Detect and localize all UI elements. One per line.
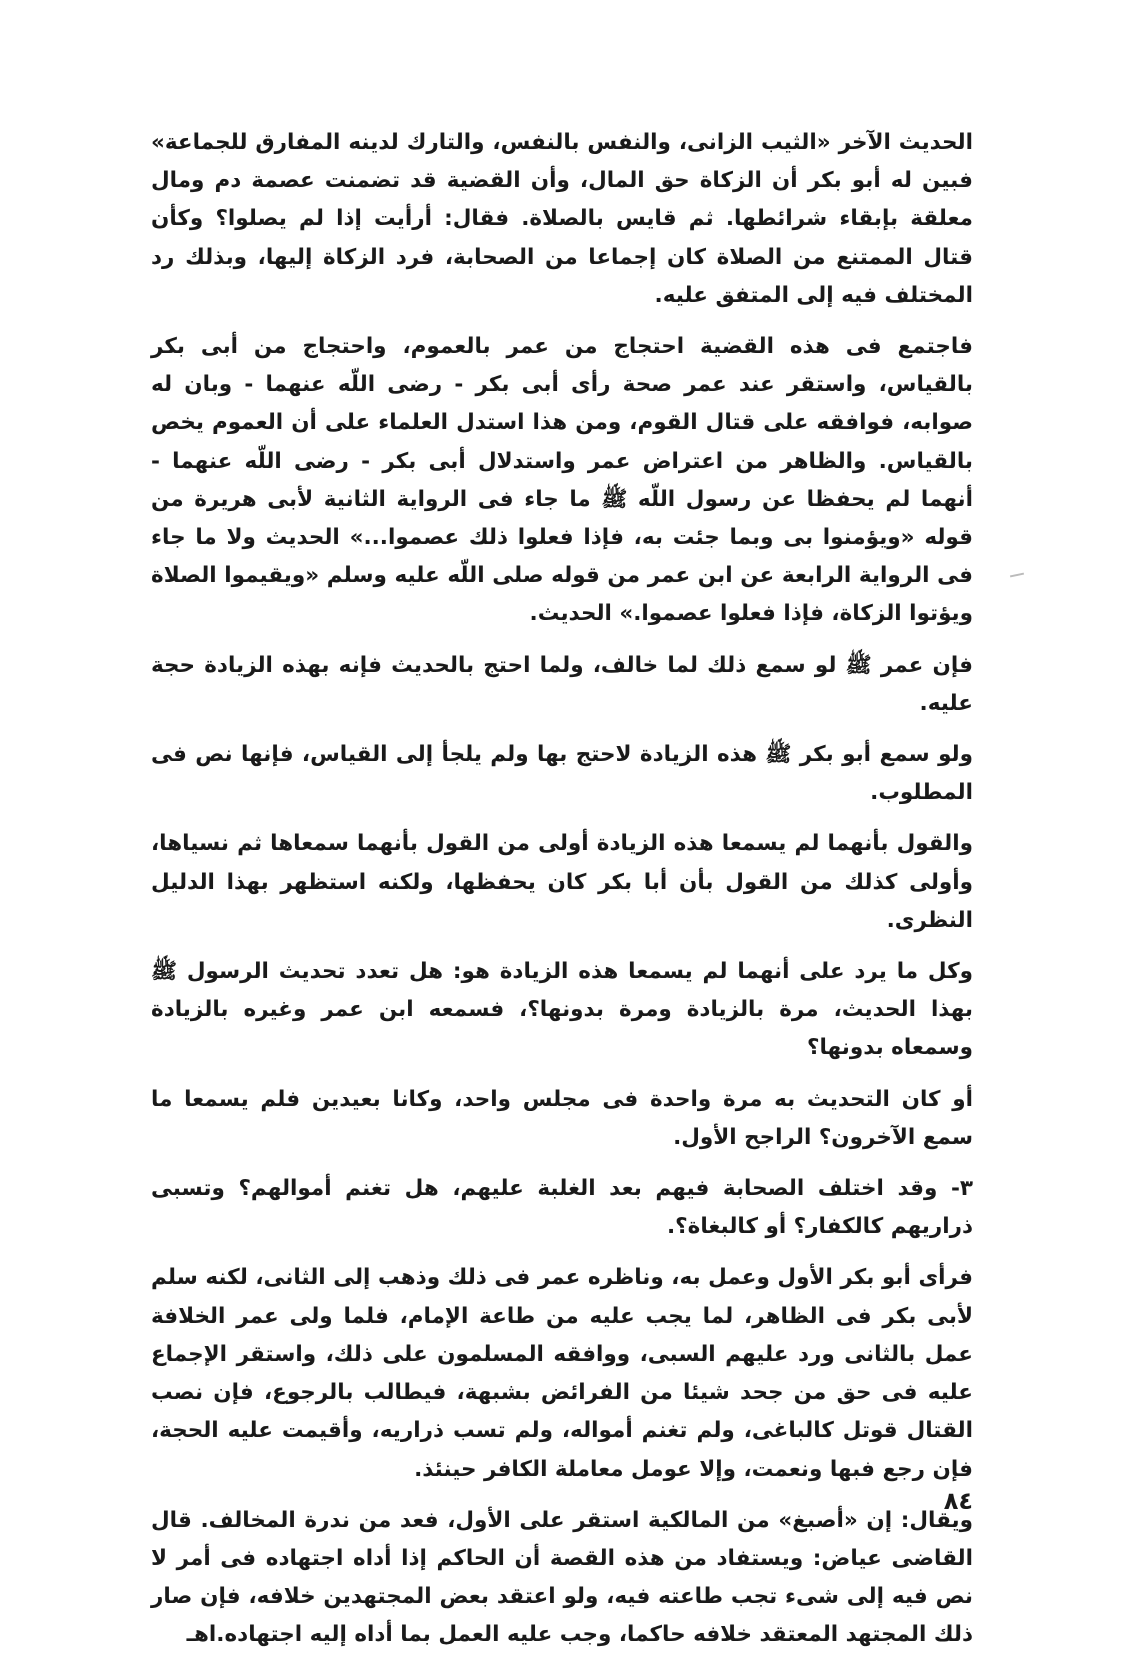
paragraph-3: فإن عمر ﷺ لو سمع ذلك لما خالف، ولما احتج بالحديث فإنه بهذه الزيادة حجة عليه. <box>151 652 973 716</box>
paragraph-4: ولو سمع أبو بكر ﷺ هذه الزيادة لاحتج بها ولم يلجأ إلى القياس، فإنها نص فى المطلوب. <box>151 742 973 806</box>
numbered-paragraph-3 <box>151 1170 973 1246</box>
paragraph-10: ويقال: إن «أصبغ» من المالكية استقر على الأول، فعد من ندرة المخالف. قال القاضى عياض: ويستفاد من هذه القصة أن الحاكم إذا أداه اجتهاده فى أمر لا نص فيه إلى شىء تجب طاعته فيه، ولو اعتقد بعض المجتهدين خلافه، فإن صار ذلك المجتهد المعتقد خلافه حاكما، وجب عليه العمل بما أداه إليه اجتهاده.اهـ <box>151 1507 973 1648</box>
list-number: ٣- <box>950 1176 973 1202</box>
numbered-paragraph-text: وقد اختلف الصحابة فيهم بعد الغلبة عليهم، هل تغنم أموالهم؟ وتسبى ذراريهم كالكفار؟ أو كالبغاة؟. <box>151 1176 973 1240</box>
body-text <box>151 124 973 1668</box>
page-number: ٨٤ <box>943 1487 973 1515</box>
paragraph-6: وكل ما يرد على أنهما لم يسمعا هذه الزيادة هو: هل تعدد تحديث الرسول ﷺ بهذا الحديث، مرة بالزيادة ومرة بدونها؟، فسمعه ابن عمر وغيره بالزيادة وسمعاه بدونها؟ <box>151 959 973 1061</box>
paragraph-2: فاجتمع فى هذه القضية احتجاج من عمر بالعموم، واحتجاج من أبى بكر بالقياس، واستقر عند عمر صحة رأى أبى بكر - رضى اللّه عنهما - وبان له صوابه، فوافقه على قتال القوم، ومن هذا استدل العلماء على أن العموم يخص بالقياس. والظاهر من اعتراض عمر واستدلال أبى بكر - رضى اللّه عنهما - أنهما لم يحفظا عن رسول اللّه ﷺ ما جاء فى الرواية الثانية لأبى هريرة من قوله «ويؤمنوا بى وبما جئت به، فإذا فعلوا ذلك عصموا...» الحديث ولا ما جاء فى الرواية الرابعة عن ابن عمر من قوله صلى اللّه عليه وسلم «ويقيموا الصلاة ويؤتوا الزكاة، فإذا فعلوا عصموا.» الحديث. <box>151 334 973 627</box>
paragraph-7: أو كان التحديث به مرة واحدة فى مجلس واحد، وكانا بعيدين فلم يسمعا ما سمع الآخرون؟ الراجح الأول. <box>151 1086 973 1150</box>
paragraph-1: الحديث الآخر «الثيب الزانى، والنفس بالنفس، والتارك لدينه المفارق للجماعة» فبين له أبو بكر أن الزكاة حق المال، وأن القضية قد تضمنت عصمة دم ومال معلقة بإبقاء شرائطها. ثم قايس بالصلاة. فقال: أرأيت إذا لم يصلوا؟ وكأن قتال الممتنع من الصلاة كان إجماعا من الصحابة، فرد الزكاة إليها، وبذلك رد المختلف فيه إلى المتفق عليه. <box>151 130 973 308</box>
paragraph-5: والقول بأنهما لم يسمعا هذه الزيادة أولى من القول بأنهما سمعاها ثم نسياها، وأولى كذلك من القول بأن أبا بكر كان يحفظها، ولكنه استظهر بهذا الدليل النظرى. <box>151 831 973 933</box>
scan-mark <box>1010 573 1024 578</box>
paragraph-9: فرأى أبو بكر الأول وعمل به، وناظره عمر فى ذلك وذهب إلى الثانى، لكنه سلم لأبى بكر فى الظاهر، لما يجب عليه من طاعة الإمام، فلما ولى عمر الخلافة عمل بالثانى ورد عليهم السبى، ووافقه المسلمون على ذلك، واستقر الإجماع عليه فى حق من جحد شيئا من الفرائض بشبهة، فيطالب بالرجوع، فإن نصب القتال قوتل كالباغى، ولم تغنم أمواله، ولم تسب ذراريه، وأقيمت عليه الحجة، فإن رجع فبها ونعمت، وإلا عومل معاملة الكافر حينئذ. <box>151 1265 973 1482</box>
